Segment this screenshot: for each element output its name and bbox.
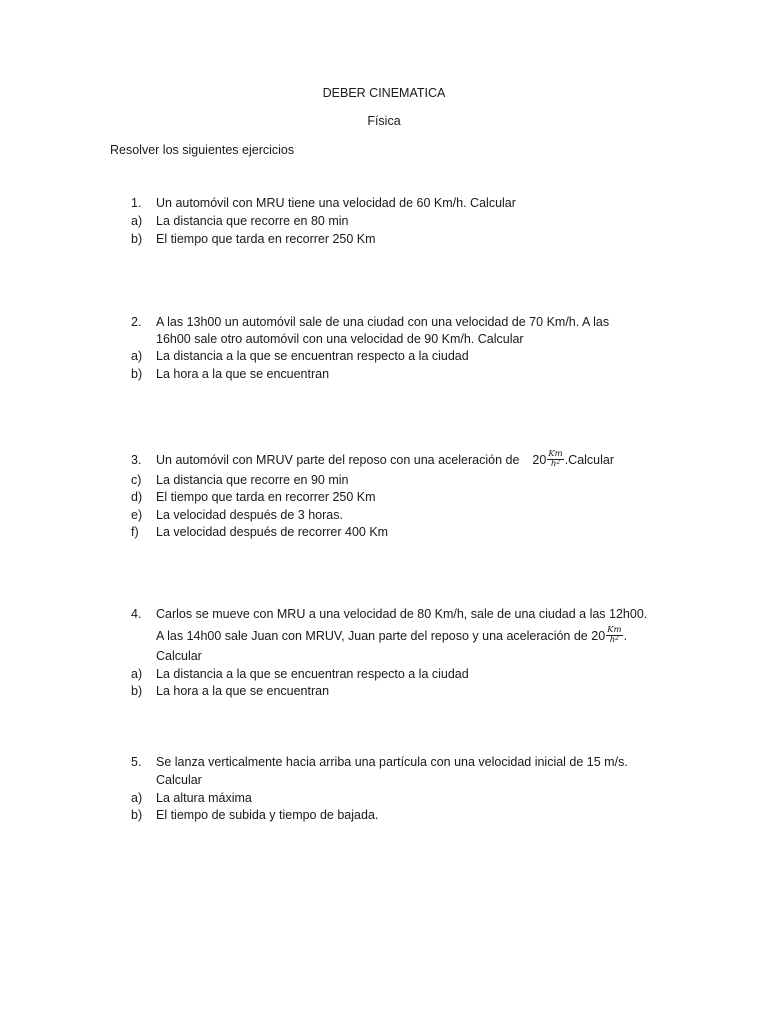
exercise-5-number: 5. (131, 755, 142, 769)
exercise-5-item-b: El tiempo de subida y tiempo de bajada. (156, 808, 379, 822)
exercise-3-item-c-marker: c) (131, 473, 142, 487)
exercise-4-number: 4. (131, 607, 142, 621)
instructions: Resolver los siguientes ejercicios (110, 143, 295, 157)
exercise-3-number: 3. (131, 453, 142, 467)
document-subject: Física (367, 114, 401, 128)
exercise-2-item-b: La hora a la que se encuentran (156, 367, 330, 381)
exercise-3-accel-value: 20 (532, 453, 547, 467)
exercise-3-item-d: El tiempo que tarda en recorrer 250 Km (156, 490, 376, 504)
exercise-4-statement-line2 (156, 627, 627, 646)
acceleration-units-fraction (606, 626, 622, 645)
exercise-2-statement-line2: 16h00 sale otro automóvil con una velocidad de 90 Km/h. Calcular (156, 332, 524, 346)
exercise-4-item-b: La hora a la que se encuentran (156, 684, 330, 698)
exercise-3-item-c: La distancia que recorre en 90 min (156, 473, 349, 487)
fraction-exponent: 2 (615, 635, 619, 643)
fraction-numerator: Km (607, 625, 622, 636)
exercise-1-item-a-marker: a) (131, 214, 143, 228)
document-title: DEBER CINEMATICA (322, 86, 446, 100)
exercise-4-item-a-marker: a) (131, 667, 143, 681)
exercise-4-statement-line1: Carlos se mueve con MRU a una velocidad de 80 Km/h, sale de una ciudad a las 12h00. (156, 607, 648, 621)
exercise-3-item-f: La velocidad después de recorrer 400 Km (156, 525, 389, 539)
exercise-2-number: 2. (131, 315, 142, 329)
fraction-exponent: 2 (556, 459, 561, 467)
exercise-1-number: 1. (131, 196, 142, 210)
exercise-1-statement: Un automóvil con MRU tiene una velocidad de 60 Km/h. Calcular (156, 196, 516, 210)
exercise-4-statement-line3: Calcular (156, 649, 202, 663)
exercise-2-item-a: La distancia a la que se encuentran respecto a la ciudad (156, 349, 469, 363)
exercise-3-statement (156, 451, 614, 470)
exercise-3-item-d-marker: d) (131, 490, 143, 504)
exercise-5-item-a: La altura máxima (156, 791, 252, 805)
exercise-2-item-a-marker: a) (131, 349, 143, 363)
exercise-3-item-f-marker: f) (131, 525, 139, 539)
exercise-4-item-b-marker: b) (131, 684, 143, 698)
exercise-1-item-b: El tiempo que tarda en recorrer 250 Km (156, 232, 376, 246)
exercise-2-statement-line1: A las 13h00 un automóvil sale de una ciudad con una velocidad de 70 Km/h. A las (156, 315, 610, 329)
exercise-5-statement-line2: Calcular (156, 773, 202, 787)
exercise-5-item-a-marker: a) (131, 791, 143, 805)
acceleration-units-fraction (547, 450, 563, 469)
exercise-3-calcular: .Calcular (564, 453, 615, 467)
exercise-4-item-a: La distancia a la que se encuentran respecto a la ciudad (156, 667, 469, 681)
exercise-3-item-e: La velocidad después de 3 horas. (156, 508, 343, 522)
exercise-3-item-e-marker: e) (131, 508, 143, 522)
exercise-3-statement-text: Un automóvil con MRUV parte del reposo con una aceleración de (156, 453, 520, 467)
exercise-4-statement-line2-text: A las 14h00 sale Juan con MRUV, Juan parte del reposo y una aceleración de 20 (156, 629, 606, 643)
exercise-1-item-b-marker: b) (131, 232, 143, 246)
exercise-2-item-b-marker: b) (131, 367, 143, 381)
fraction-denominator: h (609, 635, 616, 646)
exercise-4-period: . (623, 629, 628, 643)
fraction-denominator: h (550, 459, 557, 470)
exercise-5-statement-line1: Se lanza verticalmente hacia arriba una partícula con una velocidad inicial de 15 m/s. (156, 755, 628, 769)
exercise-5-item-b-marker: b) (131, 808, 143, 822)
fraction-numerator: Km (548, 449, 563, 460)
exercise-1-item-a: La distancia que recorre en 80 min (156, 214, 349, 228)
